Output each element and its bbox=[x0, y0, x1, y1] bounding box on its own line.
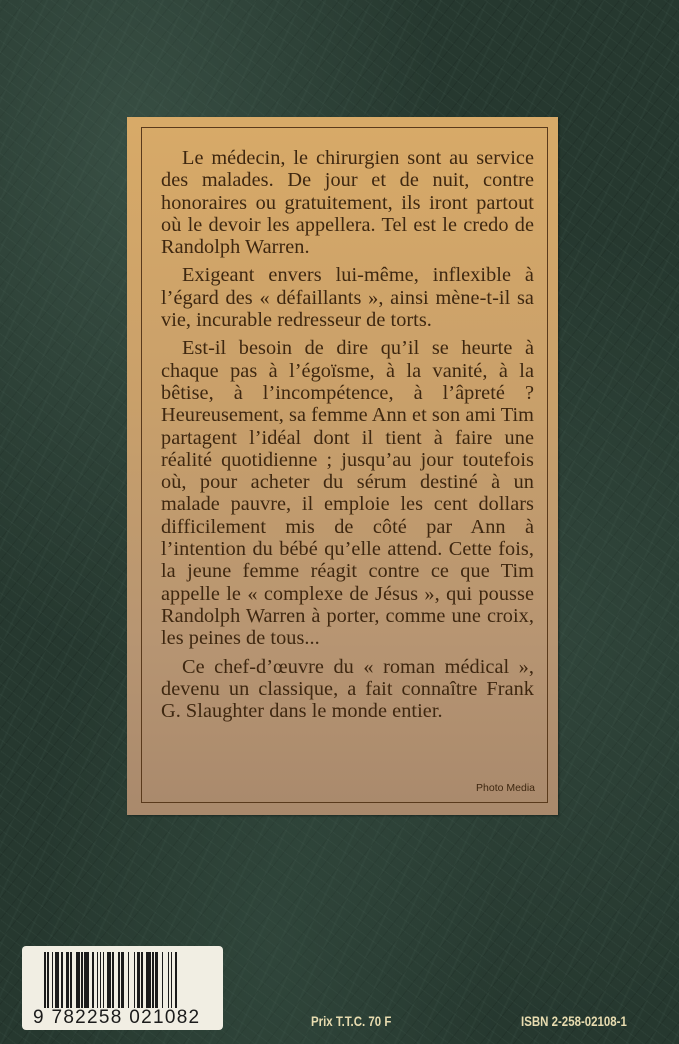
blurb-text bbox=[161, 147, 534, 728]
blurb-paragraph-4: Ce chef-d’œuvre du « roman médical », devenu un classique, a fait connaître Frank G. Slaughter dans le monde entier. bbox=[161, 655, 534, 723]
isbn-label: ISBN 2-258-02108-1 bbox=[521, 1014, 627, 1029]
photo-credit: Photo Media bbox=[476, 782, 535, 794]
blurb-paragraph-2: Exigeant envers lui-même, inflexible à l’égard des « défaillants », ainsi mène-t-il sa vie, incurable redresseur de torts. bbox=[161, 264, 534, 332]
barcode-digits: 9 782258 021082 bbox=[33, 1007, 201, 1028]
blurb-paragraph-1: Le médecin, le chirurgien sont au service des malades. De jour et de nuit, contre honoraires ou gratuitement, ils iront partout où le devoir les appellera. Tel est le credo de Randolph Warren. bbox=[161, 147, 534, 259]
price-label: Prix T.T.C. 70 F bbox=[311, 1014, 392, 1029]
barcode-label bbox=[22, 946, 223, 1030]
panel-border-frame bbox=[141, 127, 548, 803]
blurb-panel bbox=[127, 117, 558, 815]
blurb-paragraph-3: Est-il besoin de dire qu’il se heurte à chaque pas à l’égoïsme, à la vanité, à la bêtise, à l’incompétence, à l’âpreté ? Heureusement, sa femme Ann et son ami Tim partagent l’idéal dont il tient à faire une réalité quotidienne ; jusqu’au jour toutefois où, pour acheter du sérum destiné à un malade pauvre, il emploie les cent dollars difficilement mis de côté par Ann à l’intention du bébé qu’elle attend. Cette fois, la jeune femme réagit contre ce que Tim appelle le « complexe de Jésus », qui pousse Randolph Warren à porter, comme une croix, les peines de tous... bbox=[161, 337, 534, 650]
